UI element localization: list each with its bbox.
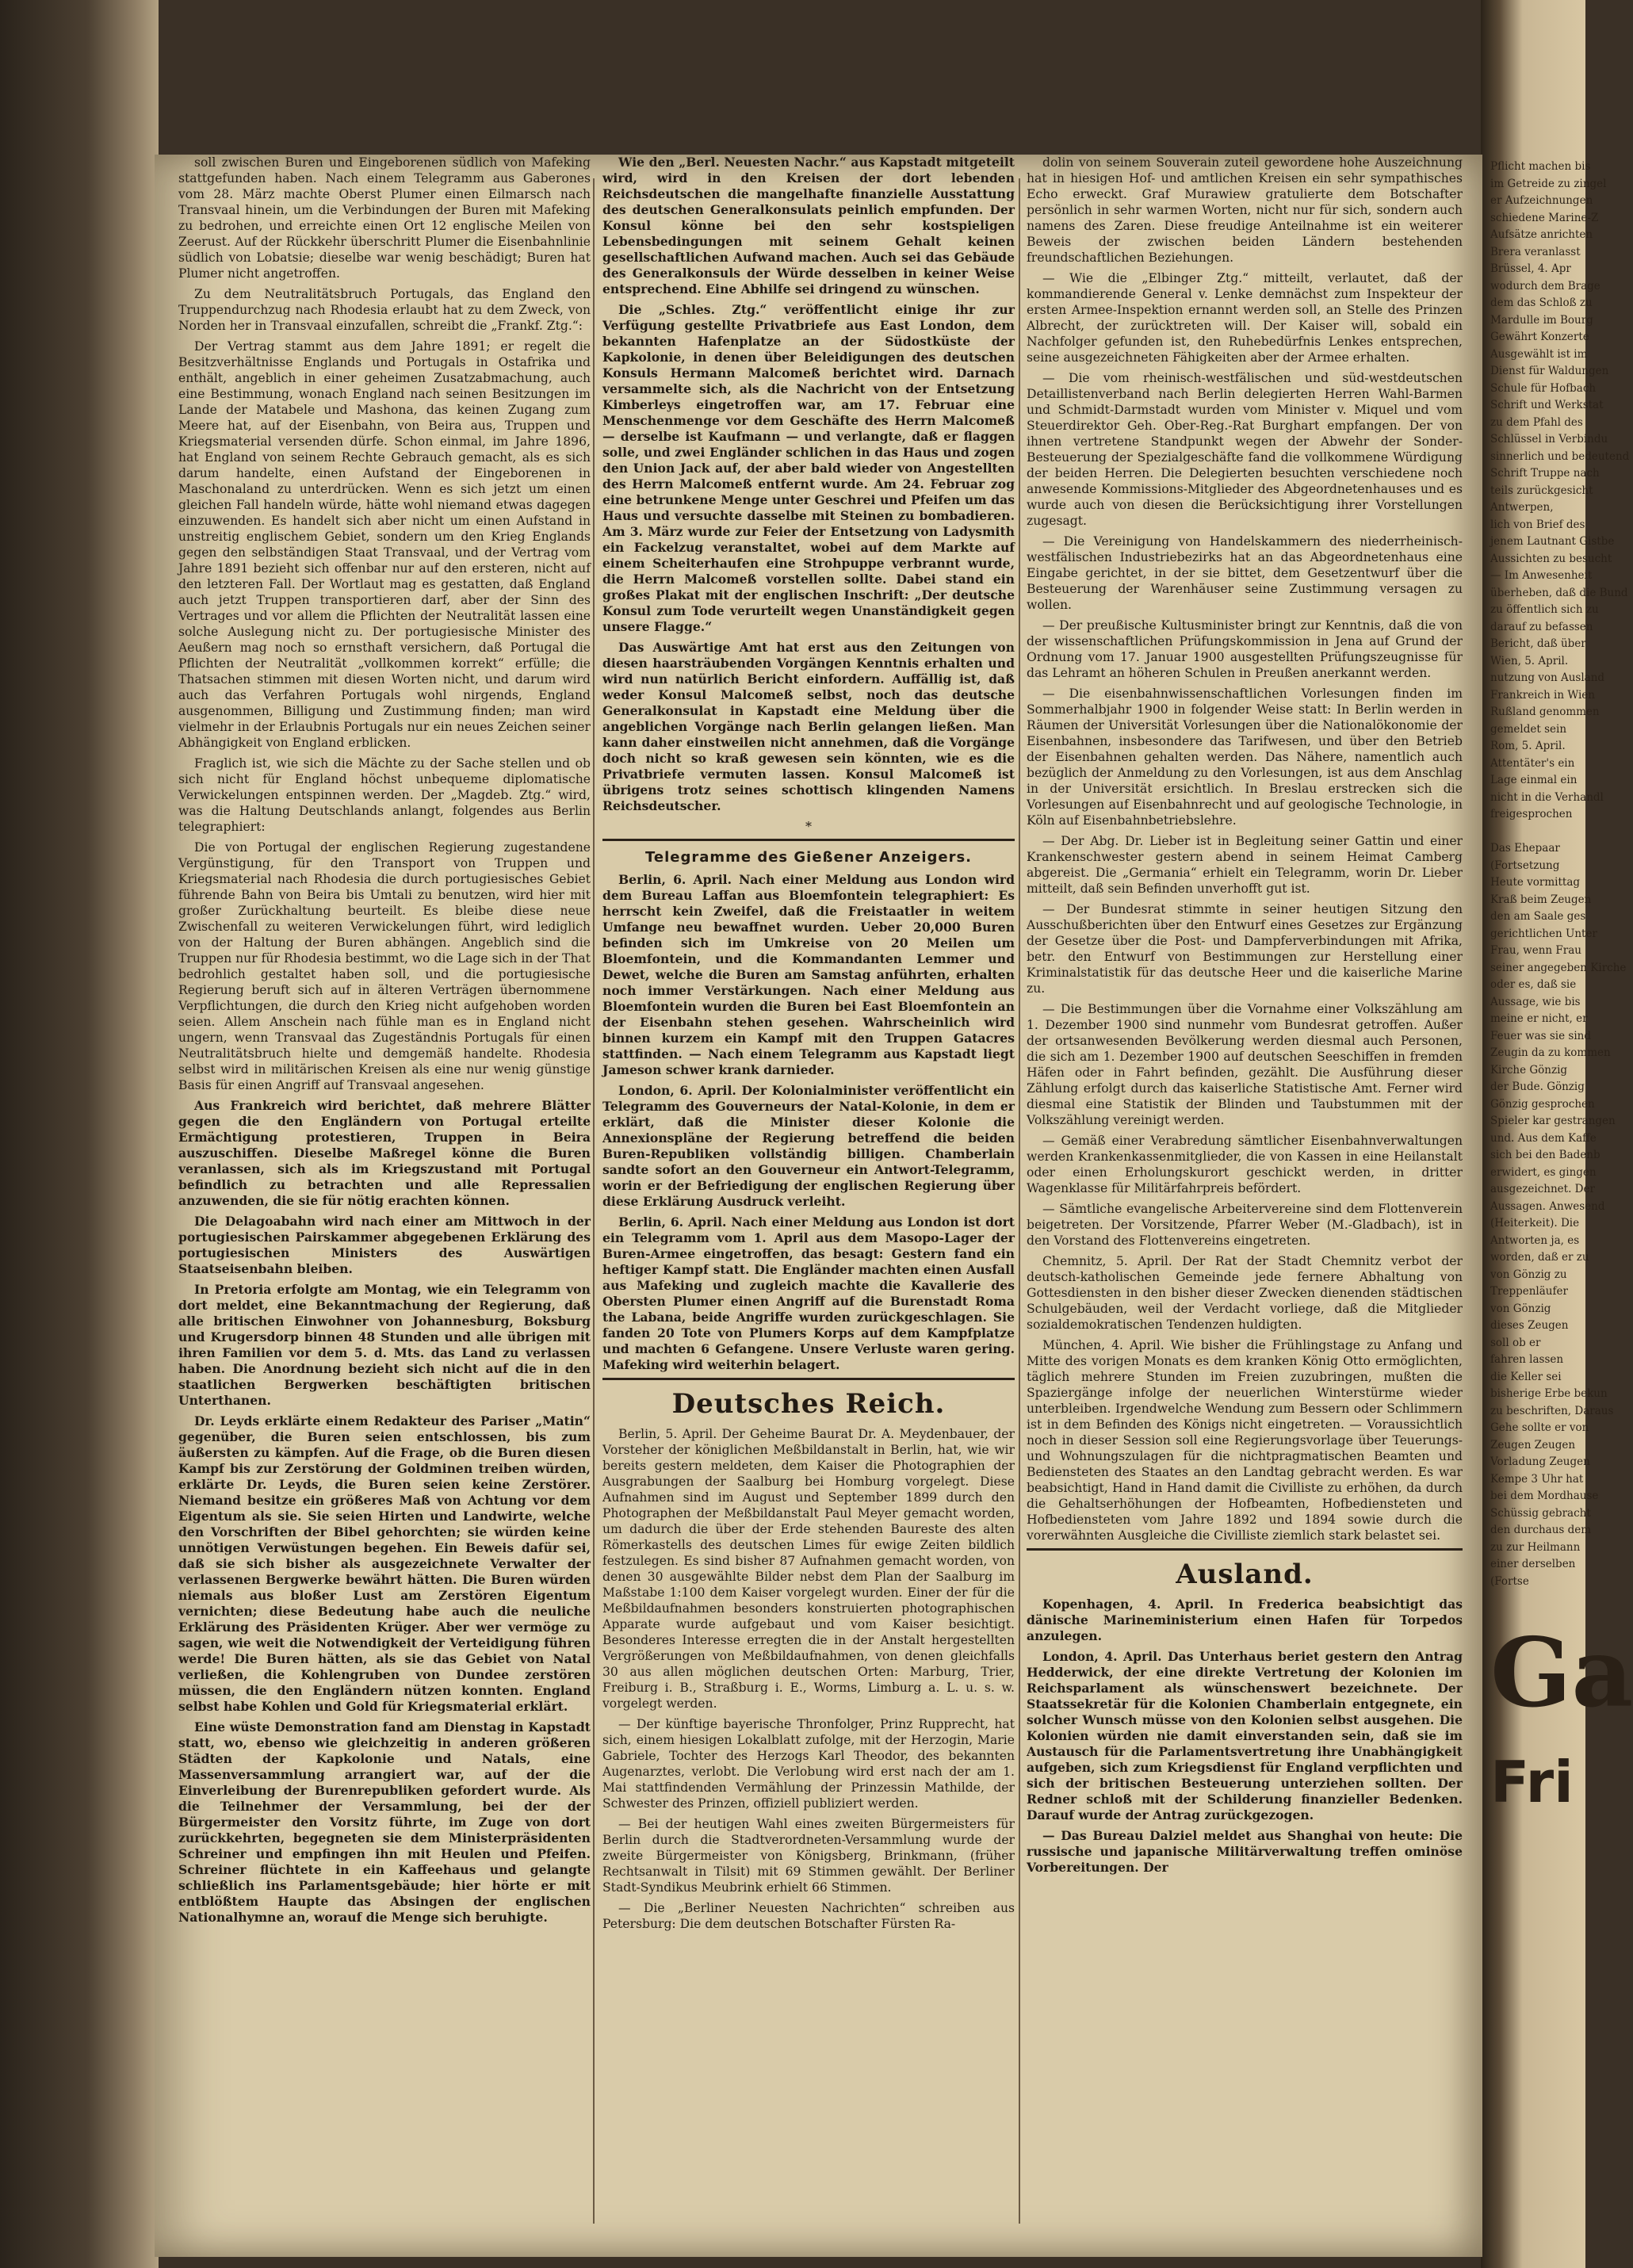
facing-page-line: Brera veranlasst — [1490, 245, 1581, 258]
article-paragraph: Berlin, 5. April. Der Geheime Baurat Dr. A. Meydenbauer, der Vorsteher der königlichen Meßbildanstalt in Berlin, hat, wie wir bereits gestern meldeten, dem Kaiser die Photographien der Ausgrabungen der Saalburg bei Homburg vorgelegt. Diese Aufnahmen sind im August und September 1899 durch den Photographen der Meßbildanstalt Paul Meyer gemacht worden, um dadurch die über der Erde stehenden Baureste des alten Römerkastells des deutschen Limes für ewige Zeiten bildlich festzulegen. Es sind bisher 87 Aufnahmen gemacht worden, von denen 30 ausgewählte Bilder nebst dem Plan der Saalburg im Maßstabe 1:100 dem Kaiser vorgelegt wurden. Einer der für die Meßbildaufnahmen besonders konstruierten photographischen Apparate wurde aufgebaut und vom Kaiser besichtigt. Besonderes Interesse erregten die in der Anstalt hergestellten Vergrößerungen von Meßbildaufnahmen, von denen gleichfalls 30 aus allen möglichen deutschen Orten: Marburg, Trier, Freiburg i. B., Straßburg i. E., Worms, Limburg a. L. u. s. w. vorgelegt werden. — [602, 1427, 1015, 1711]
article-paragraph: Berlin, 6. April. Nach einer Meldung aus London wird dem Bureau Laffan aus Bloemfontein telegraphiert: Es herrscht kein Zweifel, daß die Freistaatler in weitem Umfange neu bewaffnet wurden. Ueber 20,000 Buren befinden sich im Umkreise von 20 Meilen um Bloemfontein, und die Kommandanten Lemmer und Dewet, welche die Buren am Samstag anführten, erhalten noch immer Verstärkungen. Nach einer Meldung aus Bloemfontein wurden die Buren bei East Bloemfontein an der Eisenbahn stehen gesehen. Wahrscheinlich wird binnen kurzem ein Kampf mit den Truppen Gatacres stattfinden. — Nach einem Telegramm aus Kapstadt liegt Jameson schwer krank darnieder. — [602, 872, 1015, 1077]
column-1-body — [178, 155, 591, 1926]
facing-page-line: Schüssig gebracht — [1490, 1506, 1591, 1520]
facing-page-line: fahren lassen — [1490, 1353, 1564, 1366]
facing-page-line: die Keller sei — [1490, 1370, 1562, 1383]
article-paragraph: Wie den „Berl. Neuesten Nachr.“ aus Kapstadt mitgeteilt wird, wird in den Kreisen der dort lebenden Reichsdeutschen die mangelhafte finanzielle Ausstattung des deutschen Generalkonsulats peinlich empfunden. Der Konsul könne bei den sehr kostspieligen Lebensbedingungen mit seinem Gehalt keinen gesellschaftlichen Aufwand machen. Auch sei das Gebäude des Generalkonsuls der Würde desselben in keiner Weise entsprechend. Eine Abhilfe sei dringend zu wünschen. — [602, 155, 1015, 296]
facing-page-line: von Gönzig zu — [1490, 1268, 1567, 1281]
column-3-body-a — [1027, 155, 1463, 1543]
facing-page-line: gerichtlichen Unter — [1490, 927, 1597, 940]
heading-deutsches-reich: Deutsches Reich. — [671, 1388, 946, 1420]
heading-telegramme: Telegramme des Gießener Anzeigers. — [644, 849, 973, 866]
facing-page-line: soll ob er — [1490, 1336, 1541, 1349]
facing-page-line: Frankreich in Wien — [1490, 688, 1595, 702]
facing-page-line: Vorladung Zeugen — [1490, 1455, 1590, 1468]
article-paragraph: In Pretoria erfolgte am Montag, wie ein Telegramm von dort meldet, eine Bekanntmachung der Regierung, daß alle britischen Einwohner von Johannesburg, Boksburg und Krugersdorp binnen 48 Stunden und alle übrigen mit ihren Familien vor dem 5. d. Mts. das Land zu verlassen haben. Die Anordnung bezieht sich nicht auf die in den staatlichen Bergwerken beschäftigten britischen Unterthanen. — [178, 1282, 591, 1408]
advertisement-heading: Ga — [1490, 1617, 1633, 1729]
facing-page-line: er Aufzeichnungen — [1490, 194, 1593, 207]
facing-page-line: darauf zu befassen — [1490, 620, 1593, 633]
column-1 — [178, 155, 591, 1930]
article-paragraph: — Die Bestimmungen über die Vornahme einer Volkszählung am 1. Dezember 1900 sind nunmehr vom Bundesrat getroffen. Außer der ortsanwesenden Bevölkerung werden diesmal auch Personen, die sich am 1. Dezember 1900 auf deutschen Seeschiffen in fremden Häfen oder in Fahrt befinden, gezählt. Die Ausführung dieser Zählung erfolgt durch das kaiserliche Statistische Amt. Ferner wird diesmal eine Statistik der Blinden und Taubstummen mit der Volkszählung vereinigt werden. — [1027, 1002, 1463, 1127]
column-3 — [1027, 155, 1463, 1880]
column-2 — [602, 155, 1015, 1937]
facing-page-line: Frau, wenn Frau — [1490, 944, 1581, 957]
facing-page-line: zu zur Heilmann — [1490, 1540, 1581, 1554]
article-paragraph: Der Vertrag stammt aus dem Jahre 1891; er regelt die Besitzverhältnisse Englands und Portugals in Ostafrika und enthält, angeblich in einer geheimen Zusatzabmachung, auch eine Bestimmung, wonach England nach seinen Besitzungen im Lande der Matabele und Mashona, das keinen Zugang zum Meere hat, auf der Eisenbahn, von Beira aus, Truppen und Kriegsmaterial versenden dürfe. Schon einmal, im Jahre 1896, hat England von seinem Rechte Gebrauch gemacht, als es sich darum handelte, einen Aufstand der Eingeborenen in Maschonaland zu unterdrücken. Wenn es sich jetzt um einen gleichen Fall handeln würde, hätte wohl niemand etwas dagegen einzuwenden. Es handelt sich aber nicht um einen Aufstand in unstreitig englischem Gebiet, sondern um den Krieg Englands gegen den selbständigen Staat Transvaal, und der Vertrag vom Jahre 1891 bezieht sich offenbar nur auf den ersteren, nicht auf den letzteren Fall. Der Wortlaut mag es gestatten, daß England auch jetzt Truppen transportieren darf, aber der Sinn des Vertrages und vor allem die Pflichten der Neutralität lassen eine solche Auslegung nicht zu. Der portugiesische Minister des Aeußern mag noch so ernsthaft versichern, daß Portugal die Pflichten der Neutralität „vollkommen korrekt“ erfülle; die Thatsachen stimmen mit diesen Worten nicht, und darum wird auch das Verfahren Portugals wohl nirgends, England ausgenommen, Billigung und Zustimmung finden; man wird vielmehr in der Erlaubnis Portugals nur ein neues Zeichen seiner Abhängigkeit von England erblicken. — [178, 339, 591, 750]
article-paragraph: Fraglich ist, wie sich die Mächte zu der Sache stellen und ob sich nicht für England höchst unbequeme diplomatische Verwickelungen entspinnen werden. Der „Magdeb. Ztg.“ wird, was die Haltung Deutschlands anlangt, folgendes aus Berlin telegraphiert: — [178, 756, 591, 834]
advertisement-subheading: Fri — [1490, 1749, 1574, 1815]
facing-page-line: Attentäter's ein — [1490, 756, 1575, 770]
facing-page-line: der Bude. Gönzig — [1490, 1080, 1585, 1093]
facing-page-line: sich bei den Badenb — [1490, 1149, 1600, 1161]
column-rule-2 — [1019, 178, 1020, 2224]
facing-page-line: zu dem Pfahl des — [1490, 415, 1583, 429]
article-paragraph: Die Delagoabahn wird nach einer am Mittwoch in der portugiesischen Pairskammer abgegebenen Erklärung des portugiesischen Ministers des Auswärtigen Staatseisenbahn bleiben. — [178, 1214, 591, 1276]
facing-page-line: freigesprochen — [1490, 808, 1573, 820]
article-paragraph: — Das Bureau Dalziel meldet aus Shanghai von heute: Die russische und japanische Militärverwaltung treffen ominöse Vorbereitungen. Der — [1027, 1828, 1463, 1875]
article-paragraph: München, 4. April. Wie bisher die Frühlingstage zu Anfang und Mitte des vorigen Monats es dem kranken König Otto ermöglichten, täglich mehrere Stunden im Freien zuzubringen, mußten die Spaziergänge infolge der neuerlichen Winterstürme wieder unterbleiben. Irgendwelche Wendung zum Bessern oder Schlimmern ist in dem Befinden des Königs nicht eingetreten. — Voraussichtlich noch in dieser Session soll eine Regierungsvorlage über Teuerungs- und Wohnungszulagen für die nichtpragmatischen Beamten und Bediensteten des Staates an den Landtag gebracht werden. Es war beabsichtigt, Hand in Hand damit die Civilliste zu erhöhen, da durch die Gehaltserhöhungen der Hofbeamten, Hofbediensteten und Hofbediensteten vom Jahre 1892 und 1894 sowie durch die vorerwähnten Ausgleiche die Civilliste ziemlich stark belastet sei. — [1027, 1338, 1463, 1543]
book-gutter-left — [0, 0, 159, 2268]
facing-page-line: (Heiterkeit). Die — [1490, 1217, 1580, 1230]
facing-page-line: wodurch dem Brage — [1490, 279, 1600, 293]
article-paragraph: — Die eisenbahnwissenschaftlichen Vorlesungen finden im Sommerhalbjahr 1900 in folgender Weise statt: In Berlin werden in Räumen der Universität Vorlesungen über die Nationalökonomie der Eisenbahnen, insbesondere das Tarifwesen, und über den Betrieb der Eisenbahnen gehalten werden. Das Nähere, namentlich auch bezüglich der Anmeldung zu den Vorlesungen, ist aus dem Anschlag in der Universität ersichtlich. In Breslau erstrecken sich die Vorlesungen auf Eisenbahnrecht und auf geologische Technologie, in Köln auf Eisenbahnbetriebslehre. — [1027, 687, 1463, 828]
facing-page-text — [1490, 159, 1630, 1590]
facing-page-line: Spieler kar gestrangen — [1490, 1115, 1616, 1127]
facing-page-line: Kempe 3 Uhr hat — [1490, 1472, 1584, 1486]
facing-page-line: überheben, daß die Bund — [1490, 586, 1628, 599]
facing-page-line: schiedene Marine-Z — [1490, 211, 1599, 224]
facing-page-line: Antwerpen, — [1490, 501, 1554, 514]
facing-page-line: Lage einmal ein — [1490, 774, 1578, 786]
facing-page-line: und. Aus dem Kaffe — [1490, 1131, 1597, 1145]
facing-page-line — [1490, 824, 1585, 841]
facing-page-line: seiner angegeben Kirche — [1490, 961, 1627, 974]
article-paragraph: — Die „Berliner Neuesten Nachrichten“ schreiben aus Petersburg: Die dem deutschen Botschafter Fürsten Ra- — [602, 1901, 1015, 1931]
article-paragraph: soll zwischen Buren und Eingeborenen südlich von Mafeking stattgefunden haben. Nach einem Telegramm aus Gaberones vom 28. März machte Oberst Plumer einen Eilmarsch nach Transvaal hinein, um die Verbindungen der Buren mit Mafeking zu bedrohen, und erreichte einen Ort 12 englische Meilen von Zeerust. Auf der Rückkehr überschritt Plumer die Eisenbahnlinie südlich von Lobatsie; dieselbe war wenig beschädigt; Buren hat Plumer nicht angetroffen. — [178, 155, 591, 281]
facing-page-line: meine er nicht, er — [1490, 1012, 1588, 1025]
facing-page-line: nicht in die Verhandl — [1490, 790, 1604, 804]
facing-page-line: Aussagen. Anwesend — [1490, 1199, 1605, 1213]
facing-page-line: Bericht, daß über — [1490, 637, 1586, 650]
article-paragraph: Dr. Leyds erklärte einem Redakteur des Pariser „Matin“ gegenüber, die Buren seien entschlossen, bis zum äußersten zu kämpfen. Auf die Frage, ob die Buren diesen Kampf bis zur Zerstörung der Goldminen treiben würden, erklärte Dr. Leyds, die Buren seien keine Zerstörer. Niemand besitze ein größeres Maß von Achtung vor dem Eigentum als sie. Sie seien Hirten und Landwirte, welche den Vorschriften der Bibel gehorchten; sie würden keine unnötigen Verwüstungen begehen. Ein Beweis dafür sei, daß sie sich bisher als ausgezeichnete Verwalter der verlassenen Bergwerke bewährt hätten. Die Buren würden niemals aus bloßer Lust am Zerstören Eigentum vernichten; diese Bedeutung habe auch die neuliche Erklärung des Präsidenten Krüger. Aber wer vermöge zu sagen, wie weit die Notwendigkeit der Verteidigung führen werde! Die Buren hätten, als sie das Gebiet von Natal verließen, die Kohlengruben von Dundee zerstören müssen, die den Engländern nützen konnten. England selbst habe Kohlen und Gold für Kriegsmaterial erklärt. — [178, 1413, 591, 1714]
article-paragraph: — Wie die „Elbinger Ztg.“ mitteilt, verlautet, daß der kommandierende General v. Lenke demnächst zum Inspekteur der ersten Armee-Inspektion ernannt werden soll, an Stelle des Prinzen Albrecht, der zurücktreten will. Der Kaiser will, sobald ein Nachfolger gefunden ist, den Ruhebedürfnis Lenkes entsprechen, seine ausgezeichneten Fähigkeiten aber der Armee erhalten. — [1027, 271, 1463, 365]
column-rule-1 — [593, 178, 595, 2224]
facing-page-line: lich von Brief des — [1490, 518, 1585, 531]
facing-page-line: Aussichten zu besucht — [1490, 552, 1612, 565]
article-paragraph: — Der Abg. Dr. Lieber ist in Begleitung seiner Gattin und einer Krankenschwester gestern abend in seinem Heimat Camberg abgereist. Die „Germania“ erhielt ein Telegramm, worin Dr. Lieber mitteilt, daß sein Befinden unverhofft gut ist. — [1027, 834, 1463, 896]
separator-rule — [1027, 1548, 1463, 1551]
column-2-body-b — [602, 872, 1015, 1373]
article-paragraph: Berlin, 6. April. Nach einer Meldung aus London ist dort ein Telegramm vom 1. April aus dem Masopo-Lager der Buren-Armee eingetroffen, das besagt: Gestern fand ein heftiger Kampf statt. Die Engländer machten einen Ausfall aus Mafeking und zugleich machte die Kavallerie des Obersten Plumer einen Angriff auf die Burenstadt Roma the Labana, beide Angriffe wurden zurückgeschlagen. Sie fanden 20 Tote von Plumers Korps auf dem Kampfplatze und machten 6 Gefangene. Unsere Verluste waren gering. Mafeking wird weiterhin belagert. — [602, 1214, 1015, 1372]
facing-page-line: Kraß beim Zeugen — [1490, 893, 1592, 906]
facing-page-line: sinnerlich und bedeutend — [1490, 449, 1630, 463]
facing-page-line: Wien, 5. April. — [1490, 654, 1569, 667]
heading-ausland: Ausland. — [1176, 1559, 1314, 1590]
facing-page-line: erwidert, es gingen — [1490, 1165, 1597, 1179]
facing-page-line: jenem Lautnant Gistbe — [1490, 535, 1615, 548]
facing-page-line: Brüssel, 4. Apr — [1490, 262, 1571, 275]
facing-page-line: Das Ehepaar — [1490, 842, 1560, 855]
article-paragraph: Die von Portugal der englischen Regierung zugestandene Vergünstigung, für den Transport von Truppen und Kriegsmaterial nach Rhodesia die durch portugiesisches Gebiet führende Bahn von Beira bis Umtali zu benutzen, wird hier mit großer Zurückhaltung beurteilt. Es bleibe diese neue Zwischenfall zu weiteren Verwickelungen führt, wird lediglich von der Haltung der Buren abhängen. Angeblich sind die Truppen nur für Rhodesia bestimmt, wo die Lage sich in der That bedrohlich gestaltet haben soll, und die portugiesische Regierung beruft sich auf in älteren Verträgen übernommene Verpflichtungen, die durch den Krieg nicht aufgehoben worden seien. Allem Anschein nach fühle man es in England nicht ungern, wenn Transvaal das Zugeständnis Portugals für einen Neutralitätsbruch hielte und demgemäß handelte. Rhodesia selbst wird in militärischen Kreisen als eine nur wenig günstige Basis für einen Angriff auf Transvaal angesehen. — [178, 840, 591, 1092]
facing-page-line: Feuer was sie sind — [1490, 1029, 1591, 1042]
article-paragraph: — Der Bundesrat stimmte in seiner heutigen Sitzung den Ausschußberichten über den Entwurf eines Gesetzes zur Ergänzung der Gesetze über die Post- und Dampferverbindungen mit Afrika, betr. den Entwurf von Bestimmungen zur Herstellung einer Kriminalstatistik für das deutsche Heer und die kaiserliche Marine zu. — [1027, 902, 1463, 996]
facing-page-line: Gewährt Konzerte — [1490, 331, 1589, 343]
article-paragraph: — Bei der heutigen Wahl eines zweiten Bürgermeisters für Berlin durch die Stadtverordneten-Versammlung wurde der zweite Bürgermeister von Königsberg, Brinkmann, (früher Rechtsanwalt in Tilsit) mit 69 Stimmen gewählt. Der Berliner Stadt-Syndikus Meubrink erhielt 66 Stimmen. — [602, 1817, 1015, 1895]
facing-page-line: Aufsätze anrichten — [1490, 228, 1593, 241]
column-2-body-c — [602, 1426, 1015, 1932]
facing-page-line: Schrift und Werkstat — [1490, 399, 1604, 411]
article-paragraph: Die „Schles. Ztg.“ veröffentlicht einige ihr zur Verfügung gestellte Privatbriefe aus East London, dem bekannten Hafenplatze an der Südostküste der Kapkolonie, in denen über Beleidigungen des deutschen Konsuls Hermann Malcomeß berichtet wird. Darnach versammelte sich, als die Nachricht von der Entsetzung Kimberleys eingetroffen war, am 17. Februar eine Menschenmenge vor dem Geschäfte des Herrn Malcomeß — derselbe ist Kaufmann — und verlangte, daß er flaggen solle, und zwei Engländer schlichen in das Haus und zogen den Union Jack auf, der aber bald wieder von Angestellten des Herrn Malcomeß entfernt wurde. Am 24. Februar zog eine betrunkene Menge unter Geschrei und Pfeifen um das Haus und versuchte dasselbe mit Steinen zu bombadieren. Am 3. März wurde zur Feier der Entsetzung von Ladysmith ein Fackelzug veranstaltet, wobei auf dem Markte auf einem Scheiterhaufen eine Strohpuppe verbrannt wurde, die Herrn Malcomeß vorstellen sollte. Dabei stand ein großes Plakat mit der englischen Inschrift: „Der deutsche Konsul zum Tode verurteilt wegen Unanständigkeit gegen unsere Flagge.“ — [602, 302, 1015, 634]
facing-page-line: (Fortse — [1490, 1574, 1529, 1588]
facing-page-line: teils zurückgesicht — [1490, 484, 1593, 497]
facing-page-fragment — [1490, 159, 1633, 2251]
facing-page-line: oder es, daß sie — [1490, 978, 1577, 991]
article-paragraph: Eine wüste Demonstration fand am Dienstag in Kapstadt statt, wo, ebenso wie gleichzeitig in anderen größeren Städten der Kapkolonie und Natals, eine Massenversammlung arrangiert war, auf der die Einverleibung der Burenrepubliken gefordert wurde. Als die Teilnehmer der Versammlung, bei der der Bürgermeister den Vorsitz führte, im Zuge von dort zurückkehrten, begegneten sie dem Ministerpräsidenten Schreiner und empfingen ihn mit Heulen und Pfeifen. Schreiner flüchtete in ein Kaffeehaus und gelangte schließlich ins Parlamentsgebäude; hier hörte er mit entblößtem Haupte das Absingen der englischen Nationalhymne an, worauf die Menge sich beruhigte. — [178, 1719, 591, 1925]
facing-page-line: bisherige Erbe bekun — [1490, 1387, 1608, 1400]
separator-rule — [602, 839, 1015, 841]
facing-page-line: worden, daß er zu — [1490, 1251, 1589, 1264]
article-paragraph: — Sämtliche evangelische Arbeitervereine sind dem Flottenverein beigetreten. Der Vorsitzende, Pfarrer Weber (M.-Gladbach), ist in den Vorstand des Flottenvereins eingetreten. — [1027, 1202, 1463, 1248]
facing-page-line: Schlüssel in Verbindu — [1490, 433, 1608, 446]
facing-page-line: bei dem Mordhause — [1490, 1490, 1599, 1502]
article-paragraph: Aus Frankreich wird berichtet, daß mehrere Blätter gegen die den Engländern von Portugal erteilte Ermächtigung protestieren, Truppen in Beira auszuschiffen. Dieselbe Maßregel könne die Buren veranlassen, sich als im Kriegszustand mit Portugal befindlich zu betrachten und alle Repressalien anzuwenden, die sie für nötig erachten können. — [178, 1098, 591, 1208]
facing-page-line: im Getreide zu zingel — [1490, 177, 1607, 190]
facing-page-line: Rußland genommen — [1490, 706, 1600, 718]
article-paragraph: London, 4. April. Das Unterhaus beriet gestern den Antrag Hedderwick, der eine direkte Vertretung der Kolonien im Reichsparlament als wünschenswert bezeichnete. Der Staatssekretär für die Kolonien Chamberlain entgegnete, ein solcher Wunsch müsse von den Kolonien selbst ausgehen. Die Kolonien würden nie damit einverstanden sein, daß sie im Austausch für die Parlamentsvertretung ihre Unabhängigkeit aufgeben, sich zum Kriegsdienst für England verpflichten und sich der britischen Besteuerung unterziehen sollten. Der Redner schloß mit der Schilderung finanzieller Bedenken. Darauf wurde der Antrag zurückgezogen. — [1027, 1649, 1463, 1822]
article-paragraph: dolin von seinem Souverain zuteil gewordene hohe Auszeichnung hat in hiesigen Hof- und amtlichen Kreisen ein sehr sympathisches Echo erweckt. Graf Murawiew gratulierte dem Botschafter persönlich in sehr warmen Worten, nicht nur für sich, sondern auch namens des Zaren. Diese freudige Anteilnahme ist ein weiterer Beweis der zwischen beiden Ländern bestehenden freundschaftlichen Beziehungen. — [1027, 155, 1463, 265]
facing-page-line: Gönzig gesprochen — [1490, 1097, 1595, 1111]
facing-page-line: — Im Anwesenheit — [1490, 569, 1593, 582]
facing-page-line: Zeugin da zu kommen — [1490, 1046, 1611, 1059]
facing-page-line: Kirche Gönzig — [1490, 1063, 1568, 1077]
column-2-body-a — [602, 155, 1015, 814]
newspaper-page — [155, 155, 1482, 2257]
facing-page-line: zu beschriften, Daraus — [1490, 1404, 1614, 1417]
section-separator: * — [805, 819, 812, 834]
article-paragraph: — Die Vereinigung von Handelskammern des niederrheinisch-westfälischen Industriebezirks hat an das Abgeordnetenhaus eine Eingabe gerichtet, in der sie bittet, dem Gesetzentwurf über die Besteuerung der Warenhäuser seine Zustimmung versagen zu wollen. — [1027, 534, 1463, 612]
separator-rule — [602, 1378, 1015, 1380]
facing-page-line: Ausgewählt ist im — [1490, 347, 1588, 361]
article-paragraph: — Der künftige bayerische Thronfolger, Prinz Rupprecht, hat sich, einem hiesigen Lokalblatt zufolge, mit der Herzogin, Marie Gabriele, Tochter des Herzogs Karl Theodor, des bekannten Augenarztes, verlobt. Die Verlobung wird erst nach der am 1. Mai stattfindenden Vermählung der Prinzessin Mathilde, der Schwester des Prinzen, offiziell publiziert werden. — [602, 1717, 1015, 1811]
facing-page-line: dieses Zeugen — [1490, 1319, 1569, 1332]
facing-page-line: Schule für Hofbach — [1490, 381, 1597, 395]
facing-page-line: nutzung von Ausland — [1490, 671, 1605, 684]
facing-page-line: Heute vormittag — [1490, 876, 1581, 889]
article-paragraph: — Die vom rheinisch-westfälischen und süd-westdeutschen Detaillistenverband nach Berlin delegierten Herren Wahl-Barmen und Schmidt-Darmstadt wurden vom Minister v. Miquel und vom Steuerdirektor Geh. Ober-Reg.-Rat Burghart empfangen. Der von ihnen vertretene Standpunkt wegen der Abwehr der Sonder-Besteuerung der Spezialgeschäfte fand die vollkommene Würdigung der beiden Herren. Die Delegierten besuchten verschiedene noch anwesende Kommissions-Mitglieder des Abgeordnetenhauses und es wurde auch von diesen die Berücksichtigung ihrer Vorstellungen zugesagt. — [1027, 371, 1463, 528]
facing-page-line: gemeldet sein — [1490, 722, 1567, 736]
facing-page-line: Pflicht machen bis — [1490, 160, 1591, 173]
column-3-body-b — [1027, 1597, 1463, 1876]
facing-page-line: Schrift Truppe nach — [1490, 467, 1600, 480]
article-paragraph: London, 6. April. Der Kolonialminister veröffentlicht ein Telegramm des Gouverneurs der Natal-Kolonie, in dem er erklärt, daß die Minister dieser Kolonie die Annexionspläne der Regierung betreffend die beiden Buren-Republiken vollständig billigen. Chamberlain sandte sofort an den Gouverneur ein Antwort-Telegramm, worin er der Befriedigung der englischen Regierung über diese Erklärung Ausdruck verleiht. — [602, 1083, 1015, 1209]
facing-page-line: den am Saale ges — [1490, 910, 1586, 923]
facing-page-line: Aussage, wie bis — [1490, 995, 1581, 1008]
facing-page-line: Mardulle im Bourg — [1490, 313, 1593, 327]
facing-page-line: (Fortsetzung — [1490, 859, 1560, 872]
facing-page-line: zu öffentlich sich zu — [1490, 603, 1599, 616]
facing-page-line: einer derselben — [1490, 1558, 1576, 1570]
facing-page-line: Gehe sollte er von — [1490, 1421, 1589, 1434]
facing-page-line: den durchaus dem — [1490, 1524, 1592, 1536]
facing-page-line: ausgezeichnet. Der — [1490, 1183, 1595, 1195]
facing-page-line: Treppenläufer — [1490, 1285, 1568, 1298]
article-paragraph: Das Auswärtige Amt hat erst aus den Zeitungen von diesen haarsträubenden Vorgängen Kenntnis erhalten und wird nun natürlich Bericht einfordern. Auffällig ist, daß weder Konsul Malcomeß selbst, noch das deutsche Generalkonsulat in Kapstadt eine Meldung über die angeblichen Vorgänge nach Berlin gelangen ließen. Man kann daher einstweilen nicht annehmen, daß die Vorgänge doch nicht so kraß gewesen sein könnten, wie es die Privatbriefe vermuten lassen. Konsul Malcomeß ist übrigens trotz seines schottisch klingenden Namens Reichsdeutscher. — [602, 640, 1015, 813]
facing-page-line: Rom, 5. April. — [1490, 740, 1566, 752]
facing-page-line: Zeugen Zeugen — [1490, 1438, 1576, 1451]
article-paragraph: — Der preußische Kultusminister bringt zur Kenntnis, daß die von der wissenschaftlichen Prüfungskommission in Jena auf Grund der Ordnung vom 17. Januar 1900 ausgestellten Prüfungszeugnisse für das Lehramt an höheren Schulen in Preußen anerkannt werden. — [1027, 618, 1463, 680]
article-paragraph: Kopenhagen, 4. April. In Frederica beabsichtigt das dänische Marineministerium einen Hafen für Torpedos anzulegen. — [1027, 1597, 1463, 1643]
article-paragraph: Chemnitz, 5. April. Der Rat der Stadt Chemnitz verbot der deutsch-katholischen Gemeinde jede fernere Abhaltung von Gottesdiensten in den bisher dieser Zwecken dienenden städtischen Schulgebäuden, weil der Verdacht vorliege, daß die Mitglieder sozialdemokratischen Tendenzen huldigten. — [1027, 1254, 1463, 1332]
article-paragraph: Zu dem Neutralitätsbruch Portugals, das England den Truppendurchzug nach Rhodesia erlaubt hat zu dem Zweck, von Norden her in Transvaal einzufallen, schreibt die „Frankf. Ztg.“: — [178, 287, 591, 333]
facing-page-line: dem das Schloß zu — [1490, 296, 1593, 309]
facing-page-line: Antworten ja, es — [1490, 1233, 1580, 1247]
article-paragraph: — Gemäß einer Verabredung sämtlicher Eisenbahnverwaltungen werden Krankenkassenmitglieder, die von Kassen in eine Heilanstalt oder einen Erholungskurort geschickt werden, in dritter Wagenklasse für Militärfahrpreis befördert. — [1027, 1134, 1463, 1195]
facing-page-line: Dienst für Waldungen — [1490, 365, 1609, 377]
facing-page-line: von Gönzig — [1490, 1302, 1551, 1315]
